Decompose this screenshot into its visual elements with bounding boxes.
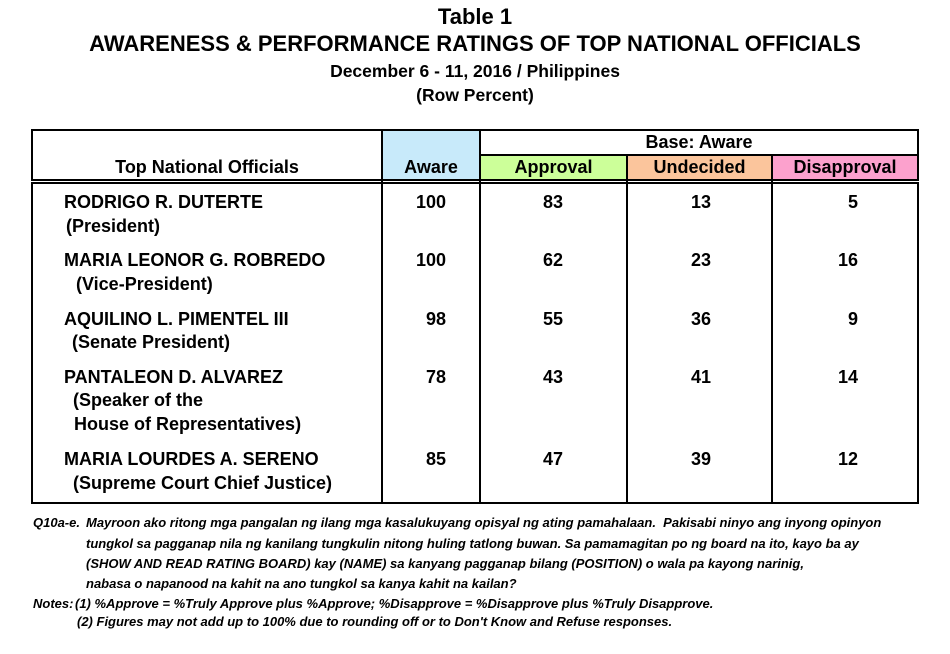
undecided-value: 36 — [690, 309, 711, 329]
disapproval-value: 16 — [837, 250, 858, 270]
approval-value: 62 — [542, 250, 563, 270]
official-name: AQUILINO L. PIMENTEL III — [64, 309, 289, 329]
official-position: (Supreme Court Chief Justice) — [73, 473, 333, 493]
official-position: (Senate President) — [72, 332, 231, 352]
approval-column-header: Approval — [514, 157, 593, 177]
question-text-line: tungkol sa pagganap nila ng kanilang tungkulin nitong huling tatlong buwan. Sa pamamagitan po ng board na ito, kayo ba ay — [86, 536, 859, 551]
table-title: AWARENESS & PERFORMANCE RATINGS OF TOP NATIONAL OFFICIALS — [89, 31, 861, 56]
undecided-value: 39 — [690, 449, 711, 469]
official-position: (Vice-President) — [76, 274, 213, 294]
official-position: (Speaker of the — [73, 390, 204, 410]
notes-label: Notes: — [33, 596, 74, 611]
disapproval-column-header: Disapproval — [793, 157, 897, 177]
disapproval-value: 9 — [847, 309, 858, 329]
officials-column-header: Top National Officials — [115, 157, 299, 177]
base-aware-header: Base: Aware — [645, 132, 753, 152]
aware-column-header: Aware — [404, 157, 458, 177]
disapproval-value: 12 — [837, 449, 858, 469]
approval-value: 83 — [542, 192, 563, 212]
aware-value: 100 — [415, 192, 446, 212]
table-label: Table 1 — [437, 4, 513, 29]
official-name: PANTALEON D. ALVAREZ — [64, 367, 283, 387]
survey-date-line: December 6 - 11, 2016 / Philippines — [330, 61, 620, 81]
official-position: (President) — [66, 216, 161, 236]
approval-value: 47 — [542, 449, 563, 469]
question-label: Q10a-e. — [33, 515, 80, 530]
question-text-line: nabasa o napanood na kahit na ano tungkol sa kanya kahit na kailan? — [86, 576, 517, 591]
undecided-value: 41 — [690, 367, 711, 387]
official-name: MARIA LOURDES A. SERENO — [64, 449, 319, 469]
approval-value: 43 — [542, 367, 563, 387]
official-name: RODRIGO R. DUTERTE — [64, 192, 264, 212]
aware-value: 78 — [425, 367, 446, 387]
aware-value: 100 — [415, 250, 446, 270]
undecided-value: 23 — [690, 250, 711, 270]
question-text-line: Mayroon ako ritong mga pangalan ng ilang mga kasalukuyang opisyal ng ating pamahalaan. Pakisabi ninyo ang inyong opinyon — [86, 515, 882, 530]
undecided-value: 13 — [690, 192, 711, 212]
row-percent-note: (Row Percent) — [416, 85, 534, 105]
disapproval-value: 14 — [837, 367, 858, 387]
note-item: (2) Figures may not add up to 100% due to rounding off or to Don't Know and Refuse responses. — [77, 614, 673, 629]
header-double-rule — [31, 179, 919, 184]
note-item: (1) %Approve = %Truly Approve plus %Approve; %Disapprove = %Disapprove plus %Truly Disapprove. — [75, 596, 714, 611]
undecided-column-header: Undecided — [653, 157, 746, 177]
approval-value: 55 — [542, 309, 563, 329]
official-name: MARIA LEONOR G. ROBREDO — [64, 250, 326, 270]
question-text-line: (SHOW AND READ RATING BOARD) kay (NAME) sa kanyang pagganap bilang (POSITION) o wala pa kayong narinig, — [86, 556, 804, 571]
base-aware-rule — [481, 154, 918, 156]
aware-value: 85 — [425, 449, 446, 469]
disapproval-value: 5 — [847, 192, 858, 212]
aware-value: 98 — [425, 309, 446, 329]
official-position: House of Representatives) — [74, 414, 302, 434]
